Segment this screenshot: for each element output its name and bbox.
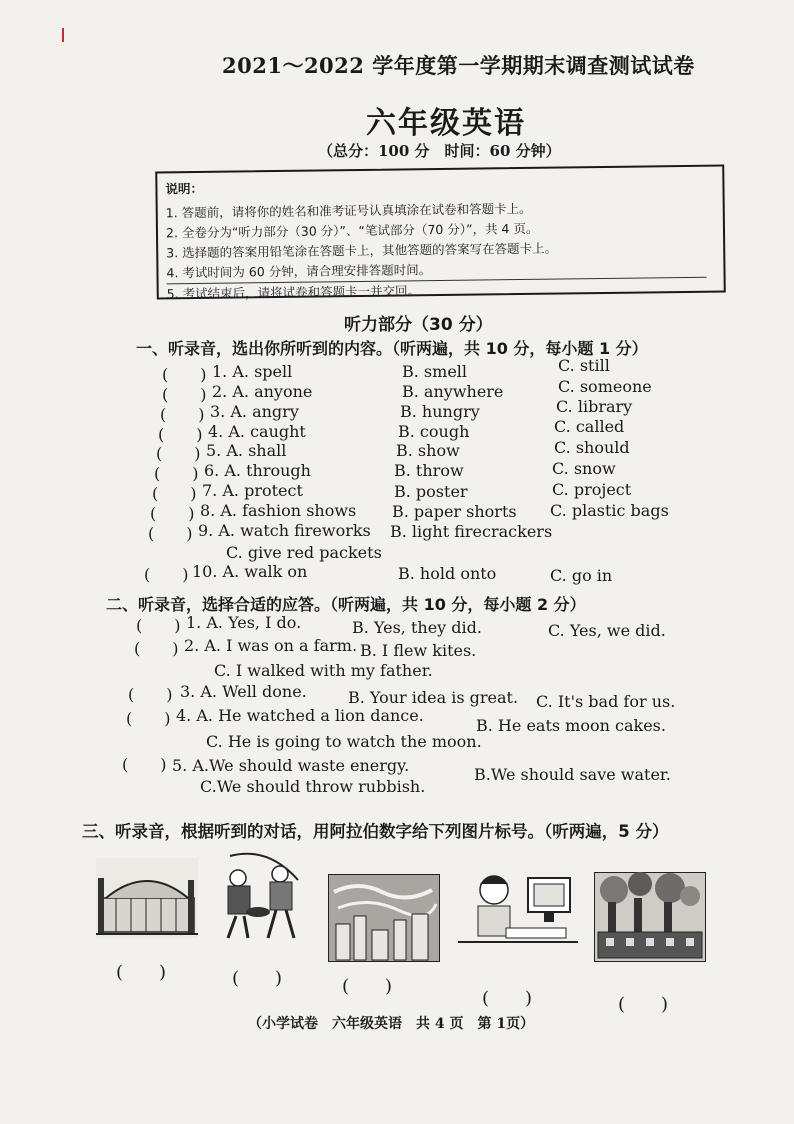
instruction-item: 4. 考试时间为 60 分钟，请合理安排答题时间。 bbox=[166, 262, 432, 281]
building-picture bbox=[96, 858, 198, 938]
answer-blank[interactable]: ( ) bbox=[122, 755, 167, 774]
option-c: C. should bbox=[554, 438, 630, 457]
part2-heading: 二、听录音，选择合适的应答。（听两遍，共 10 分，每小题 2 分） bbox=[106, 595, 586, 614]
option-a: 1. A. Yes, I do. bbox=[186, 613, 302, 632]
instructions-heading: 说明： bbox=[165, 180, 204, 197]
option-c: C. I walked with my father. bbox=[214, 661, 433, 680]
answer-blank[interactable]: ( ) bbox=[128, 685, 173, 704]
option-b: B. throw bbox=[394, 461, 464, 480]
option-c: C. It's bad for us. bbox=[536, 692, 676, 711]
score-time-info: （总分：100 分 时间：60 分钟） bbox=[318, 142, 561, 160]
answer-blank[interactable]: ( ) bbox=[144, 565, 189, 584]
picture-answer-blank[interactable]: ( ) bbox=[618, 994, 669, 1015]
option-b: B. hold onto bbox=[398, 564, 497, 583]
option-c: C. He is going to watch the moon. bbox=[206, 732, 482, 751]
listening-section-title: 听力部分（30 分） bbox=[344, 315, 493, 335]
option-b: B.We should save water. bbox=[474, 765, 671, 784]
option-c: C. someone bbox=[558, 377, 652, 396]
answer-blank[interactable]: ( ) bbox=[154, 464, 199, 483]
answer-blank[interactable]: ( ) bbox=[134, 639, 179, 658]
page-footer: （小学试卷 六年级英语 共 4 页 第 1页） bbox=[248, 1016, 535, 1032]
option-c: C. Yes, we did. bbox=[548, 621, 666, 640]
option-a: 3. A. Well done. bbox=[180, 682, 307, 701]
option-a: 9. A. watch fireworks bbox=[198, 521, 371, 540]
answer-blank[interactable]: ( ) bbox=[152, 484, 197, 503]
option-b: B. Yes, they did. bbox=[352, 618, 482, 637]
part3-heading: 三、听录音，根据听到的对话，用阿拉伯数字给下列图片标号。（听两遍，5 分） bbox=[82, 822, 669, 841]
option-a: 8. A. fashion shows bbox=[200, 501, 357, 520]
answer-blank[interactable]: ( ) bbox=[126, 709, 171, 728]
option-b: B. paper shorts bbox=[392, 502, 517, 521]
option-a: 6. A. through bbox=[204, 461, 311, 480]
part1-heading: 一、听录音，选出你所听到的内容。（听两遍，共 10 分，每小题 1 分） bbox=[136, 339, 648, 358]
option-a: 1. A. spell bbox=[212, 362, 293, 381]
option-b: B. hungry bbox=[400, 402, 480, 421]
picture-answer-blank[interactable]: ( ) bbox=[116, 962, 167, 983]
answer-blank[interactable]: ( ) bbox=[162, 365, 207, 384]
option-a: 5. A.We should waste energy. bbox=[172, 756, 410, 775]
option-c: C. go in bbox=[550, 566, 613, 585]
answer-blank[interactable]: ( ) bbox=[156, 444, 201, 463]
option-a: 3. A. angry bbox=[210, 402, 299, 421]
option-c: C. still bbox=[558, 356, 610, 375]
answer-blank[interactable]: ( ) bbox=[158, 425, 203, 444]
option-a: 7. A. protect bbox=[202, 481, 303, 500]
answer-blank[interactable]: ( ) bbox=[160, 405, 205, 424]
red-mark bbox=[62, 28, 64, 42]
instruction-item: 3. 选择题的答案用铅笔涂在答题卡上，其他答题的答案写在答题卡上。 bbox=[166, 240, 558, 261]
option-a: 2. A. anyone bbox=[212, 382, 313, 401]
option-b: B. anywhere bbox=[402, 382, 504, 401]
instruction-item: 2. 全卷分为“听力部分（30 分）”、“笔试部分（70 分）”，共 4 页。 bbox=[165, 220, 539, 241]
picture-answer-blank[interactable]: ( ) bbox=[342, 976, 393, 997]
option-b: B. light firecrackers bbox=[390, 522, 553, 541]
instruction-item: 1. 答题前，请将你的姓名和准考证号认真填涂在试卷和答题卡上。 bbox=[165, 200, 532, 221]
subject-title: 六年级英语 bbox=[366, 106, 526, 141]
option-b: B. I flew kites. bbox=[360, 641, 477, 660]
option-c: C. give red packets bbox=[226, 543, 382, 562]
option-c: C. called bbox=[554, 417, 625, 436]
option-c: C. project bbox=[552, 480, 632, 499]
option-a: 4. A. caught bbox=[208, 422, 306, 441]
answer-blank[interactable]: ( ) bbox=[150, 504, 195, 523]
exam-title: 2021～2022 学年度第一学期期末调查测试试卷 bbox=[222, 53, 695, 78]
windy-city-picture bbox=[328, 874, 440, 962]
option-b: B. smell bbox=[402, 362, 468, 381]
option-b: B. poster bbox=[394, 482, 468, 501]
factory-smoke-picture bbox=[594, 872, 706, 962]
option-b: B. Your idea is great. bbox=[348, 688, 519, 707]
answer-blank[interactable]: ( ) bbox=[148, 524, 193, 543]
answer-blank[interactable]: ( ) bbox=[162, 385, 207, 404]
option-b: B. show bbox=[396, 441, 460, 460]
picture-answer-blank[interactable]: ( ) bbox=[482, 988, 533, 1009]
option-a: 4. A. He watched a lion dance. bbox=[176, 706, 424, 725]
instructions-box bbox=[155, 165, 726, 300]
option-c: C. snow bbox=[552, 459, 616, 478]
option-b: B. cough bbox=[398, 422, 470, 441]
computer-picture bbox=[458, 868, 578, 956]
picture-answer-blank[interactable]: ( ) bbox=[232, 968, 283, 989]
option-b: B. He eats moon cakes. bbox=[476, 716, 666, 735]
option-c: C.We should throw rubbish. bbox=[200, 777, 426, 796]
option-a: 5. A. shall bbox=[206, 441, 287, 460]
option-c: C. plastic bags bbox=[550, 501, 669, 520]
fishing-picture bbox=[208, 850, 312, 940]
option-a: 10. A. walk on bbox=[192, 562, 308, 581]
answer-blank[interactable]: ( ) bbox=[136, 616, 181, 635]
option-a: 2. A. I was on a farm. bbox=[184, 636, 358, 655]
instruction-item: 5. 考试结束后，请将试卷和答题卡一并交回。 bbox=[167, 277, 707, 305]
option-c: C. library bbox=[556, 397, 633, 416]
